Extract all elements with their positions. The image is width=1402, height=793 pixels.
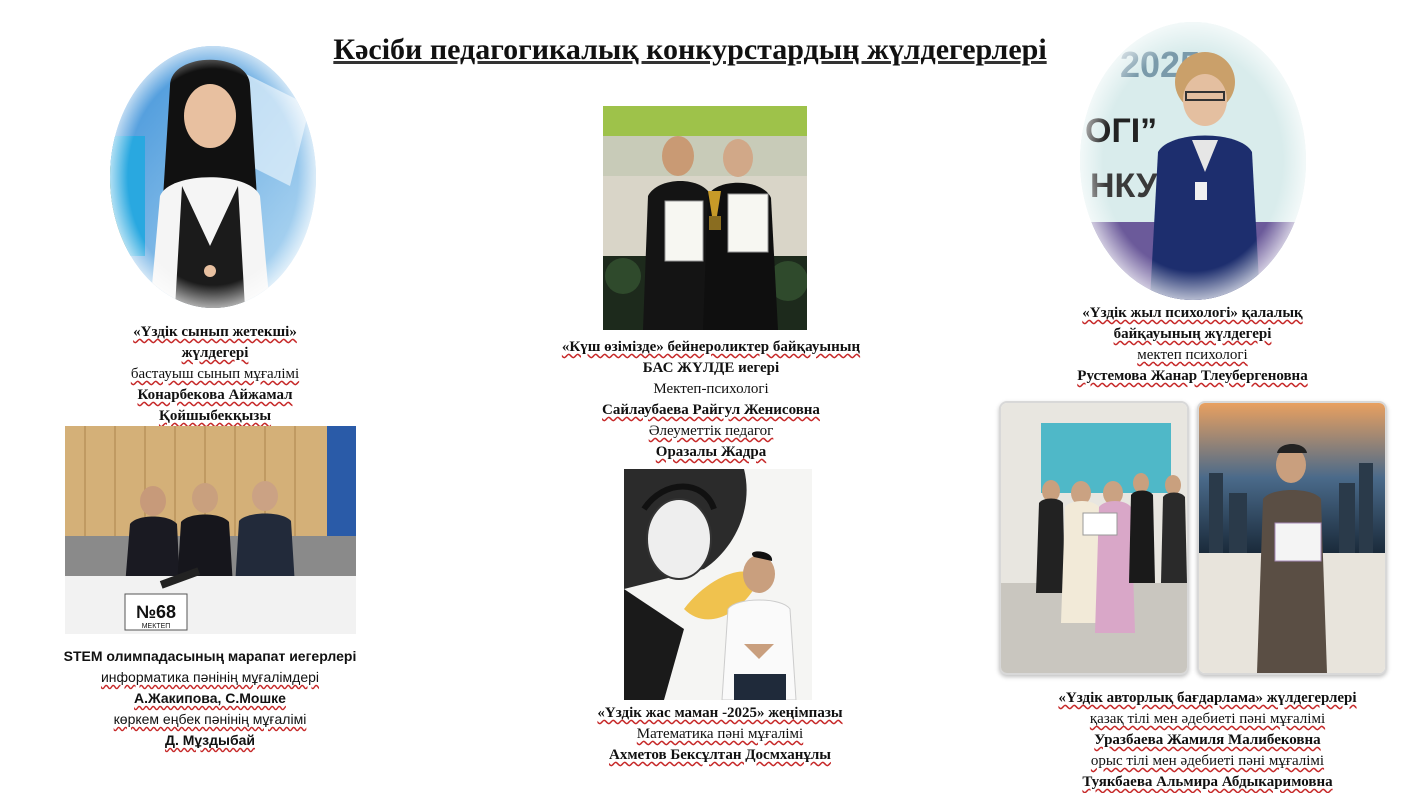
person-name: Сайлаубаева Райгул Женисовна xyxy=(602,402,820,418)
person-name: Конарбекова Айжамал xyxy=(137,387,293,403)
person-name: Туякбаева Альмира Абдыкаримовна xyxy=(1082,774,1333,790)
caption-sailaubaeva xyxy=(530,337,892,463)
role-text: Мектеп-психологі xyxy=(653,381,769,397)
caption-akhmetov xyxy=(560,703,880,766)
award-title: «Үздік авторлық бағдарлама» жүлдегерлері xyxy=(1058,690,1357,706)
group-photo-sailaubaeva xyxy=(603,106,807,330)
portrait-photo-tuyakbaeva xyxy=(1197,401,1387,675)
person-name: Ахметов Бексұлтан Досмханұлы xyxy=(609,747,831,763)
page-title: Кәсіби педагогикалық конкурстардың жүлдегерлері xyxy=(333,33,1047,66)
award-title: «Үздік жыл психологі» қалалық xyxy=(1082,305,1303,321)
award-subtitle: жүлдегері xyxy=(181,345,249,361)
role-text: Математика пәні мұғалімі xyxy=(636,726,804,742)
award-title: «Үздік сынып жетекші» xyxy=(133,324,297,340)
person-name: А.Жакипова, С.Мошке xyxy=(134,690,286,706)
person-name: Оразалы Жадра xyxy=(655,444,767,460)
role-text: орыс тілі мен әдебиеті пәні мұғалімі xyxy=(1090,753,1325,769)
portrait-photo-rustemova xyxy=(1080,22,1306,300)
award-title xyxy=(30,646,390,667)
person-name-patronymic: Қойшыбекқызы xyxy=(158,408,272,424)
role-text: көркем еңбек пәнінің мұғалімі xyxy=(113,711,307,727)
role-text: информатика пәнінің мұғалімдері xyxy=(100,669,320,685)
person-name: Уразбаева Жамиля Малибековна xyxy=(1094,732,1321,748)
award-subtitle: байқауының жүлдегері xyxy=(1113,326,1272,342)
award-title: «Үздік жас маман -2025» жеңімпазы xyxy=(597,705,843,721)
group-photo-urazbaeva xyxy=(999,401,1189,675)
desk-sign: №68 xyxy=(135,602,177,622)
award-subtitle: БАС ЖҮЛДЕ иегері xyxy=(642,360,780,376)
role-text: бастауыш сынып мұғалімі xyxy=(130,366,300,382)
award-title: «Күш өзімізде» бейнероликтер байқауының xyxy=(561,339,861,355)
group-photo-stem xyxy=(65,426,356,634)
caption-rustemova xyxy=(1040,303,1345,387)
role-text: Әлеуметтік педагог xyxy=(648,423,774,439)
role-text: мектеп психологі xyxy=(1137,347,1248,363)
award-title-text: STEM олимпадасының марапат иегерлері xyxy=(63,648,357,664)
portrait-photo-akhmetov xyxy=(624,469,812,700)
caption-konarbekova xyxy=(70,322,360,427)
caption-stem xyxy=(30,646,390,751)
caption-author-program xyxy=(1020,688,1395,793)
person-name: Рустемова Жанар Тлеубергеновна xyxy=(1077,368,1308,384)
desk-sign-sub: МЕКТЕП xyxy=(141,623,171,630)
role-text: қазақ тілі мен әдебиеті пәні мұғалімі xyxy=(1089,711,1326,727)
person-name: Д. Мұздыбай xyxy=(164,732,256,748)
portrait-photo-konarbekova xyxy=(110,46,316,308)
